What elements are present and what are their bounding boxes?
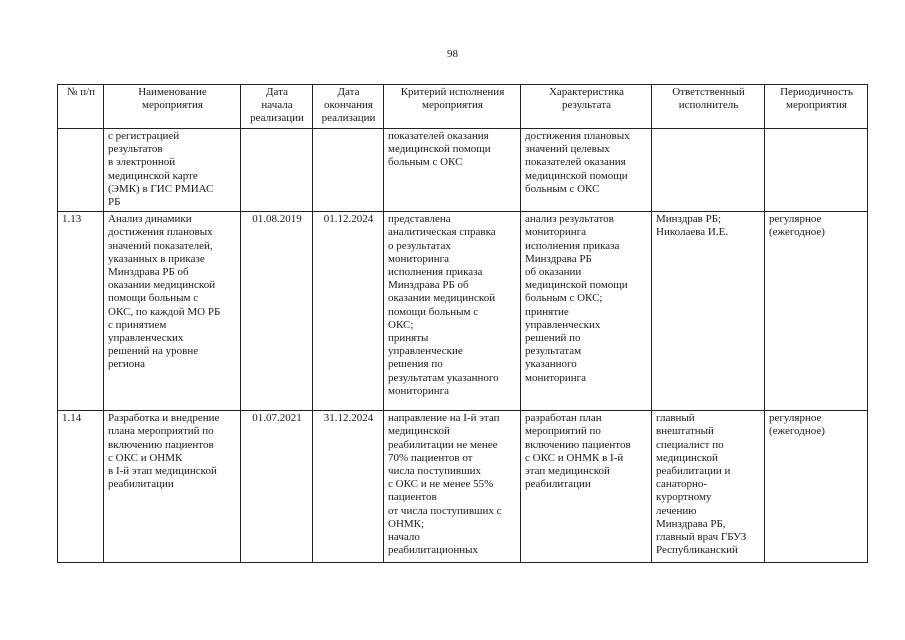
cell-result: достижения плановых значений целевых показателей оказания медицинской помощи больным с ОКС: [521, 129, 652, 212]
header-periodicity: Периодичность мероприятия: [765, 85, 868, 129]
cell-start-date: 01.08.2019: [241, 212, 313, 411]
cell-result: анализ результатов мониторинга исполнения приказа Минздрава РБ об оказании медицинской помощи больным с ОКС; принятие управленческих решений по результатам указанного мониторинга: [521, 212, 652, 411]
page-number: 98: [447, 48, 458, 60]
header-criterion: Критерий исполнения мероприятия: [384, 85, 521, 129]
header-num: № п/п: [58, 85, 104, 129]
cell-responsible: [652, 129, 765, 212]
table-row: [58, 411, 868, 563]
cell-periodicity: [765, 129, 868, 212]
cell-name: Разработка и внедрение плана мероприятий по включению пациентов с ОКС и ОНМК в I-й этап медицинской реабилитации: [104, 411, 241, 563]
table-row: [58, 212, 868, 411]
header-name: Наименование мероприятия: [104, 85, 241, 129]
header-responsible: Ответственный исполнитель: [652, 85, 765, 129]
cell-end-date: [313, 129, 384, 212]
cell-num: 1.14: [58, 411, 104, 563]
cell-name: Анализ динамики достижения плановых значений показателей, указанных в приказе Минздрава РБ об оказании медицинской помощи больным с ОКС, по каждой МО РБ с принятием управленческих решений на уровне региона: [104, 212, 241, 411]
cell-result: разработан план мероприятий по включению пациентов с ОКС и ОНМК в I-й этап медицинской реабилитации: [521, 411, 652, 563]
cell-criterion: направление на I-й этап медицинской реабилитации не менее 70% пациентов от числа поступивших с ОКС и не менее 55% пациентов от числа поступивших с ОНМК; начало реабилитационных: [384, 411, 521, 563]
header-start-date: Дата начала реализации: [241, 85, 313, 129]
cell-responsible: Минздрав РБ; Николаева И.Е.: [652, 212, 765, 411]
header-end-date: Дата окончания реализации: [313, 85, 384, 129]
cell-num: [58, 129, 104, 212]
cell-end-date: 31.12.2024: [313, 411, 384, 563]
cell-start-date: [241, 129, 313, 212]
table-header-row: [58, 85, 868, 129]
cell-periodicity: регулярное (ежегодное): [765, 411, 868, 563]
measures-table: [57, 84, 868, 563]
cell-start-date: 01.07.2021: [241, 411, 313, 563]
table-row: [58, 129, 868, 212]
cell-responsible: главный внештатный специалист по медицинской реабилитации и санаторно- курортному лечению Минздрава РБ, главный врач ГБУЗ Республиканский: [652, 411, 765, 563]
cell-num: 1.13: [58, 212, 104, 411]
cell-name: с регистрацией результатов в электронной медицинской карте (ЭМК) в ГИС РМИАС РБ: [104, 129, 241, 212]
cell-criterion: представлена аналитическая справка о результатах мониторинга исполнения приказа Минздрава РБ об оказании медицинской помощи больным с ОКС; приняты управленческие решения по результатам указанного мониторинга: [384, 212, 521, 411]
cell-end-date: 01.12.2024: [313, 212, 384, 411]
cell-criterion: показателей оказания медицинской помощи больным с ОКС: [384, 129, 521, 212]
header-result: Характеристика результата: [521, 85, 652, 129]
cell-periodicity: регулярное (ежегодное): [765, 212, 868, 411]
